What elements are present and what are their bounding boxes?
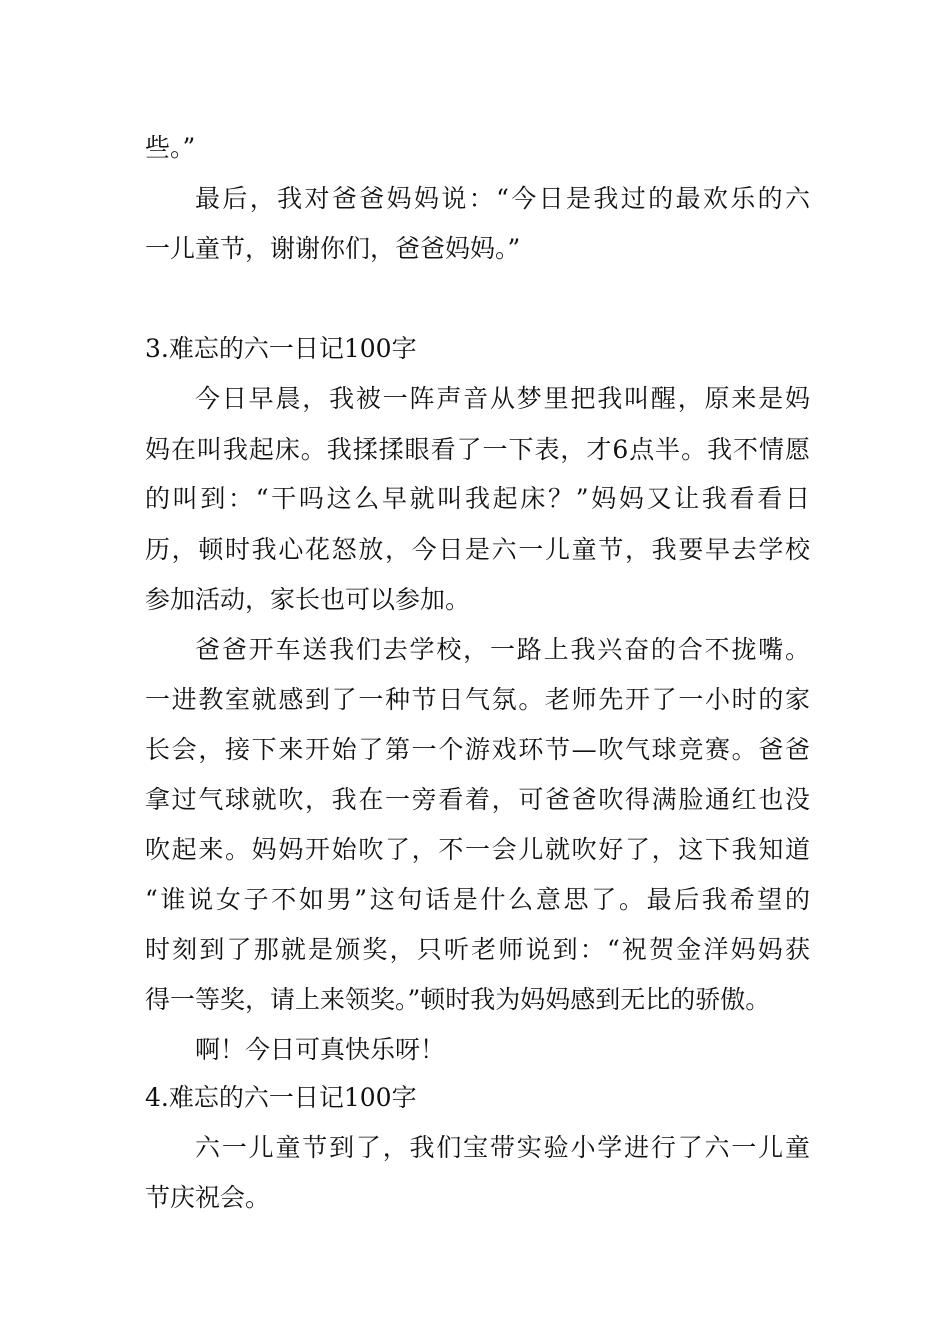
text-line: 参加活动，家长也可以参加。 [145, 585, 471, 614]
text-line: 拿过气球就吹，我在一旁看着，可爸爸吹得满脸通红也没 [145, 785, 810, 814]
text-line: 啊！今日可真快乐呀！ [195, 1035, 446, 1064]
text-line: 妈在叫我起床。我揉揉眼看了一下表，才6点半。我不情愿 [145, 435, 810, 464]
section-heading: 4.难忘的六一日记100字 [145, 1083, 417, 1112]
text-line: 今日早晨，我被一阵声音从梦里把我叫醒，原来是妈 [195, 384, 810, 413]
text-line: 节庆祝会。 [145, 1183, 271, 1212]
text-line: 的叫到：“干吗这么早就叫我起床？”妈妈又让我看看日 [145, 484, 810, 513]
text-line: 时刻到了那就是颁奖，只听老师说到：“祝贺金洋妈妈获 [145, 935, 810, 964]
text-line: 得一等奖，请上来领奖。”顿时我为妈妈感到无比的骄傲。 [145, 985, 771, 1014]
text-line: 历，顿时我心花怒放，今日是六一儿童节，我要早去学校 [145, 535, 810, 564]
text-line: “谁说女子不如男”这句话是什么意思了。最后我希望的 [145, 885, 810, 914]
text-line: 些。” [145, 133, 196, 162]
section-heading: 3.难忘的六一日记100字 [145, 334, 417, 363]
text-line: 一儿童节，谢谢你们，爸爸妈妈。” [145, 234, 521, 263]
text-line: 一进教室就感到了一种节日气氛。老师先开了一小时的家 [145, 685, 810, 714]
text-line: 爸爸开车送我们去学校，一路上我兴奋的合不拢嘴。 [195, 635, 810, 664]
text-line: 六一儿童节到了，我们宝带实验小学进行了六一儿童 [195, 1133, 810, 1162]
text-line: 吹起来。妈妈开始吹了，不一会儿就吹好了，这下我知道 [145, 835, 810, 864]
text-line: 最后，我对爸爸妈妈说：“今日是我过的最欢乐的六 [195, 184, 810, 213]
text-line: 长会，接下来开始了第一个游戏环节—吹气球竞赛。爸爸 [145, 735, 810, 764]
